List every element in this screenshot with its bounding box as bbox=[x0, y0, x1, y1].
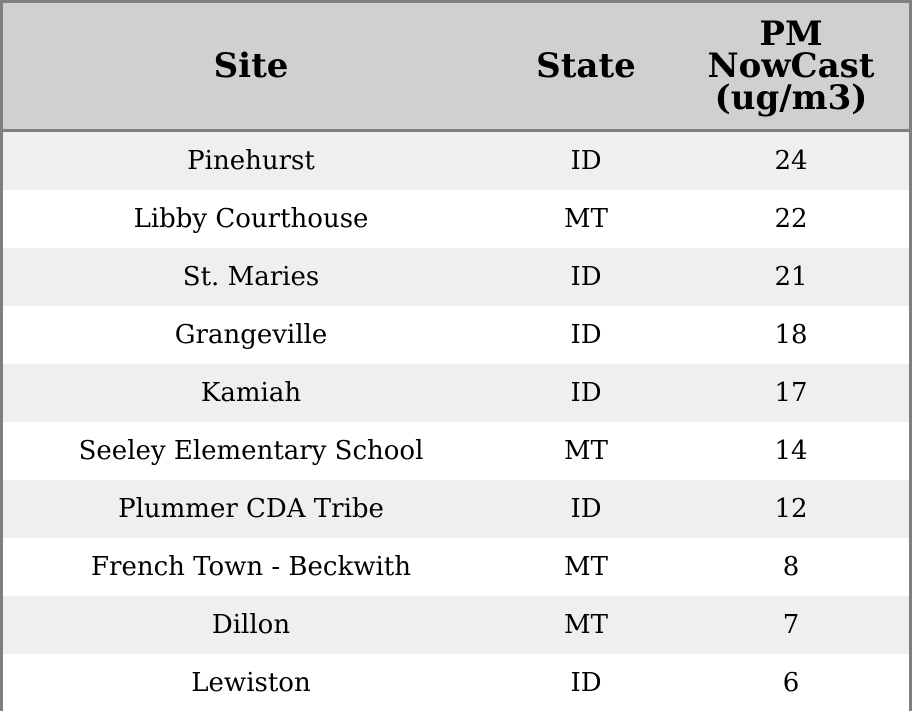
cell-state: ID bbox=[570, 494, 602, 524]
cell-site: Pinehurst bbox=[187, 146, 315, 176]
cell-site: Seeley Elementary School bbox=[78, 436, 424, 466]
cell-site: French Town - Beckwith bbox=[90, 552, 412, 582]
cell-site: Kamiah bbox=[200, 378, 302, 408]
table-row bbox=[3, 248, 909, 306]
cell-site: Libby Courthouse bbox=[133, 204, 369, 234]
cell-state: MT bbox=[564, 204, 608, 234]
table-row bbox=[3, 132, 909, 190]
cell-pm-value: 18 bbox=[774, 320, 808, 350]
cell-state: ID bbox=[570, 668, 602, 698]
cell-site: Plummer CDA Tribe bbox=[118, 494, 384, 524]
cell-state: ID bbox=[570, 320, 602, 350]
cell-state: MT bbox=[564, 610, 608, 640]
cell-state: ID bbox=[570, 146, 602, 176]
header-site[interactable]: Site bbox=[213, 46, 289, 86]
cell-pm-value: 24 bbox=[774, 146, 808, 176]
table-row bbox=[3, 596, 909, 654]
table-row bbox=[3, 364, 909, 422]
table-row bbox=[3, 190, 909, 248]
table-row bbox=[3, 654, 909, 712]
header-state[interactable]: State bbox=[536, 46, 636, 86]
cell-pm-value: 7 bbox=[782, 610, 800, 640]
cell-state: MT bbox=[564, 436, 608, 466]
cell-pm-value: 6 bbox=[782, 668, 800, 698]
cell-site: Dillon bbox=[211, 610, 291, 640]
cell-state: ID bbox=[570, 378, 602, 408]
cell-pm-value: 17 bbox=[774, 378, 808, 408]
header-pm-line-2: NowCast bbox=[707, 46, 875, 86]
table-row bbox=[3, 538, 909, 596]
cell-pm-value: 12 bbox=[774, 494, 808, 524]
table-body bbox=[3, 132, 909, 708]
cell-pm-value: 8 bbox=[782, 552, 800, 582]
cell-site: Lewiston bbox=[191, 668, 311, 698]
cell-site: St. Maries bbox=[182, 262, 320, 292]
cell-state: ID bbox=[570, 262, 602, 292]
header-pm-nowcast[interactable] bbox=[673, 3, 909, 129]
cell-state: MT bbox=[564, 552, 608, 582]
table-row bbox=[3, 306, 909, 364]
cell-pm-value: 22 bbox=[774, 204, 808, 234]
table-header-row bbox=[3, 3, 909, 132]
table-row bbox=[3, 422, 909, 480]
cell-pm-value: 14 bbox=[774, 436, 808, 466]
header-pm-line-3: (ug/m3) bbox=[714, 78, 868, 118]
table-row bbox=[3, 480, 909, 538]
cell-site: Grangeville bbox=[174, 320, 328, 350]
cell-pm-value: 21 bbox=[774, 262, 808, 292]
header-pm-line-1: PM bbox=[759, 14, 823, 54]
